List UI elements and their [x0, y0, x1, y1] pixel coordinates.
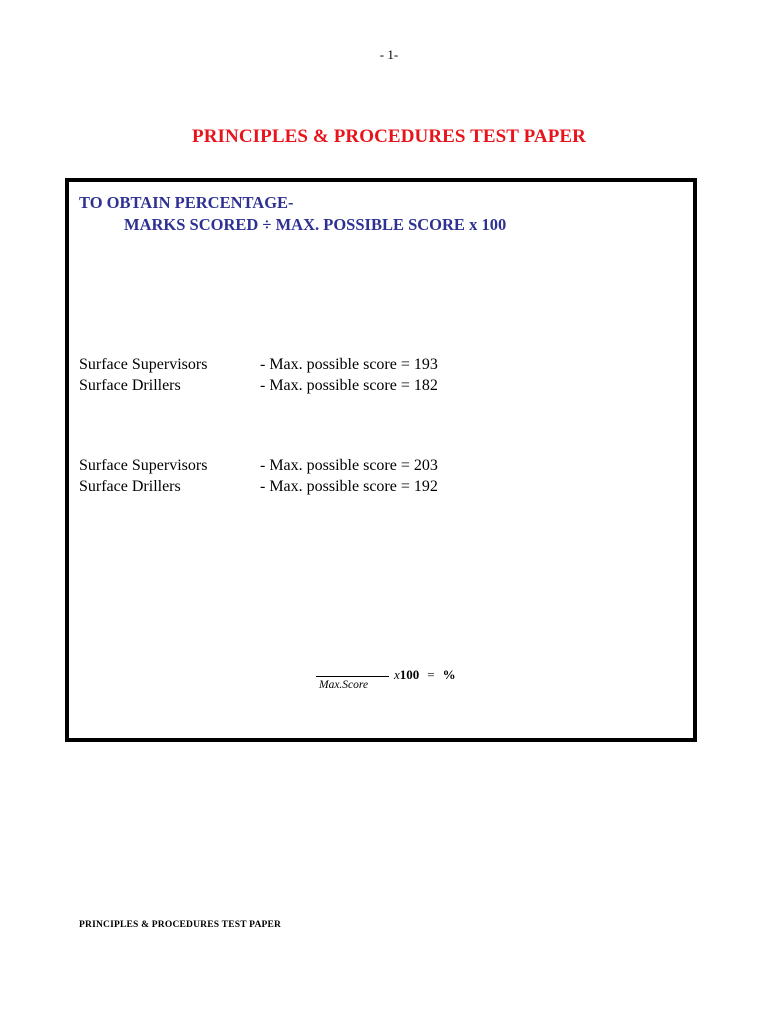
fraction-multiplier — [394, 667, 456, 683]
score-role: Surface Drillers — [79, 478, 181, 495]
score-value: - Max. possible score = 193 — [260, 356, 438, 373]
footer-title: PRINCIPLES & PROCEDURES TEST PAPER — [79, 920, 282, 930]
score-role: Surface Drillers — [79, 377, 181, 394]
formula-text: MARKS SCORED ÷ MAX. POSSIBLE SCORE x 100 — [124, 215, 507, 234]
score-row — [79, 478, 438, 496]
fraction-line — [316, 676, 389, 677]
page-title: PRINCIPLES & PROCEDURES TEST PAPER — [191, 126, 587, 147]
score-role: Surface Supervisors — [79, 457, 208, 474]
page-number: - 1- — [379, 47, 399, 62]
formula-heading: TO OBTAIN PERCENTAGE- — [79, 193, 294, 212]
times-symbol: x — [394, 667, 400, 682]
score-role: Surface Supervisors — [79, 356, 208, 373]
score-value: - Max. possible score = 182 — [260, 377, 438, 394]
multiplier-value: 100 — [399, 667, 420, 682]
fraction-denominator: Max.Score — [319, 679, 369, 691]
equals-sign: = — [427, 667, 435, 682]
score-row — [79, 377, 438, 395]
percent-sign: % — [442, 667, 456, 682]
score-row — [79, 457, 438, 475]
score-row — [79, 356, 438, 374]
score-value: - Max. possible score = 192 — [260, 478, 438, 495]
score-value: - Max. possible score = 203 — [260, 457, 438, 474]
